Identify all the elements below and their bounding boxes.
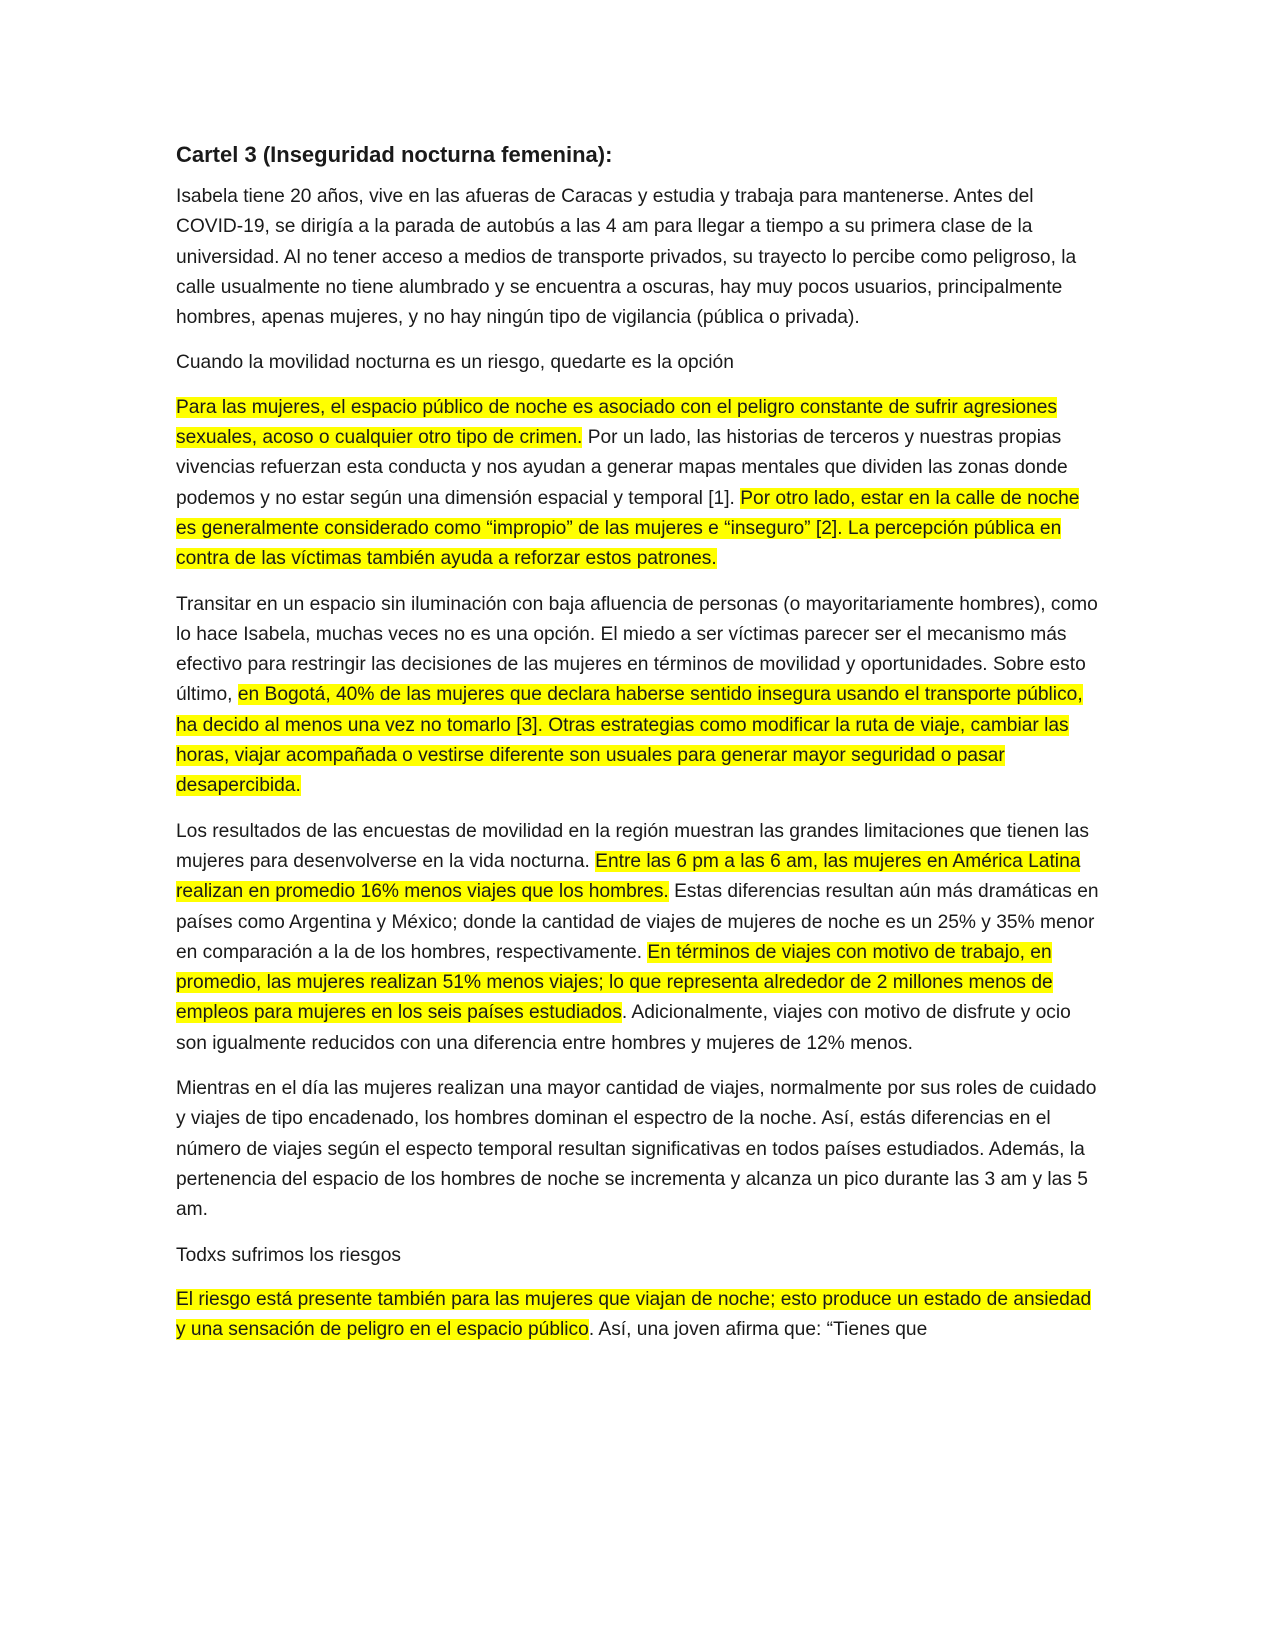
paragraph-text: Por un lado, las historias de terceros y nuestras propias vivencias refuerzan esta conducta y nos ayudan a generar mapas mentales que dividen las zonas donde podemos y no estar según una dimensión espacial y temporal [1]. xyxy=(176,427,1068,509)
paragraph-text: Los resultados de las encuestas de movilidad en la región muestran las grandes limitaciones que tienen las mujeres para desenvolverse en la vida nocturna. xyxy=(176,820,1090,872)
highlight: en Bogotá, 40% de las mujeres que declara haberse sentido insegura usando el transporte público, ha decido al menos una vez no tomarlo [3]. Otras estrategias como modificar la ruta de viaje, cambiar las horas, viajar acompañada o vestirse diferente son usuales para generar mayor seguridad o pasar desapercibida. xyxy=(176,684,1083,797)
highlight: Entre las 6 pm a las 6 am, las mujeres en América Latina realizan en promedio 16% menos viajes que los hombres. xyxy=(176,850,1081,903)
paragraph-survey-results xyxy=(176,817,1104,1059)
highlight: El riesgo está presente también para las mujeres que viajan de noche; esto produce un estado de ansiedad y una sensación de peligro en el espacio público xyxy=(176,1288,1092,1341)
highlight: Para las mujeres, el espacio público de noche es asociado con el peligro constante de sufrir agresiones sexuales, acoso o cualquier otro tipo de crimen. xyxy=(176,396,1058,449)
highlight: En términos de viajes con motivo de trabajo, en promedio, las mujeres realizan 51% menos viajes; lo que representa alrededor de 2 millones menos de empleos para mujeres en los seis países estudiados xyxy=(176,941,1053,1024)
highlight: Por otro lado, estar en la calle de noche es generalmente considerado como “impropio” de las mujeres e “inseguro” [2]. La percepción pública en contra de las víctimas también ayuda a reforzar estos patrones. xyxy=(176,487,1080,570)
paragraph-text: . Adicionalmente, viajes con motivo de disfrute y ocio son igualmente reducidos con una diferencia entre hombres y mujeres de 12% menos. xyxy=(176,1002,1071,1054)
paragraph-public-space xyxy=(176,393,1104,575)
paragraph-risk xyxy=(176,1285,1104,1346)
document-title: Cartel 3 (Inseguridad nocturna femenina): xyxy=(176,142,613,167)
document-page xyxy=(176,140,1104,1360)
paragraph-text: Transitar en un espacio sin iluminación con baja afluencia de personas (o mayoritariamente hombres), como lo hace Isabela, muchas veces no es una opción. El miedo a ser víctimas parecer ser el mecanismo más efectivo para restringir las decisiones de las mujeres en términos de movilidad y oportunidades. Sobre esto último, xyxy=(176,593,1098,706)
paragraph-text: Estas diferencias resultan aún más dramáticas en países como Argentina y México; donde la cantidad de viajes de mujeres de noche es un 25% y 35% menor en comparación a la de los hombres, respectivamente. xyxy=(176,881,1099,963)
paragraph-intro: Isabela tiene 20 años, vive en las afueras de Caracas y estudia y trabaja para mantenerse. Antes del COVID-19, se dirigía a la parada de autobús a las 4 am para llegar a tiempo a su primera clase de la universidad. Al no tener acceso a medios de transporte privados, su trayecto lo percibe como peligroso, la calle usualmente no tiene alumbrado y se encuentra a oscuras, hay muy pocos usuarios, principalmente hombres, apenas mujeres, y no hay ningún tipo de vigilancia (pública o privada). xyxy=(176,186,1077,329)
paragraph-day-night: Mientras en el día las mujeres realizan una mayor cantidad de viajes, normalmente por sus roles de cuidado y viajes de tipo encadenado, los hombres dominan el espectro de la noche. Así, estás diferencias en el número de viajes según el especto temporal resultan significativas en todos países estudiados. Además, la pertenencia del espacio de los hombres de noche se incrementa y alcanza un pico durante las 3 am y las 5 am. xyxy=(176,1078,1097,1221)
subheading-risks: Todxs sufrimos los riesgos xyxy=(176,1244,401,1266)
paragraph-text: . Así, una joven afirma que: “Tienes que xyxy=(588,1319,928,1341)
subheading-night-mobility: Cuando la movilidad nocturna es un riesgo, quedarte es la opción xyxy=(176,352,734,374)
paragraph-fear xyxy=(176,590,1104,802)
